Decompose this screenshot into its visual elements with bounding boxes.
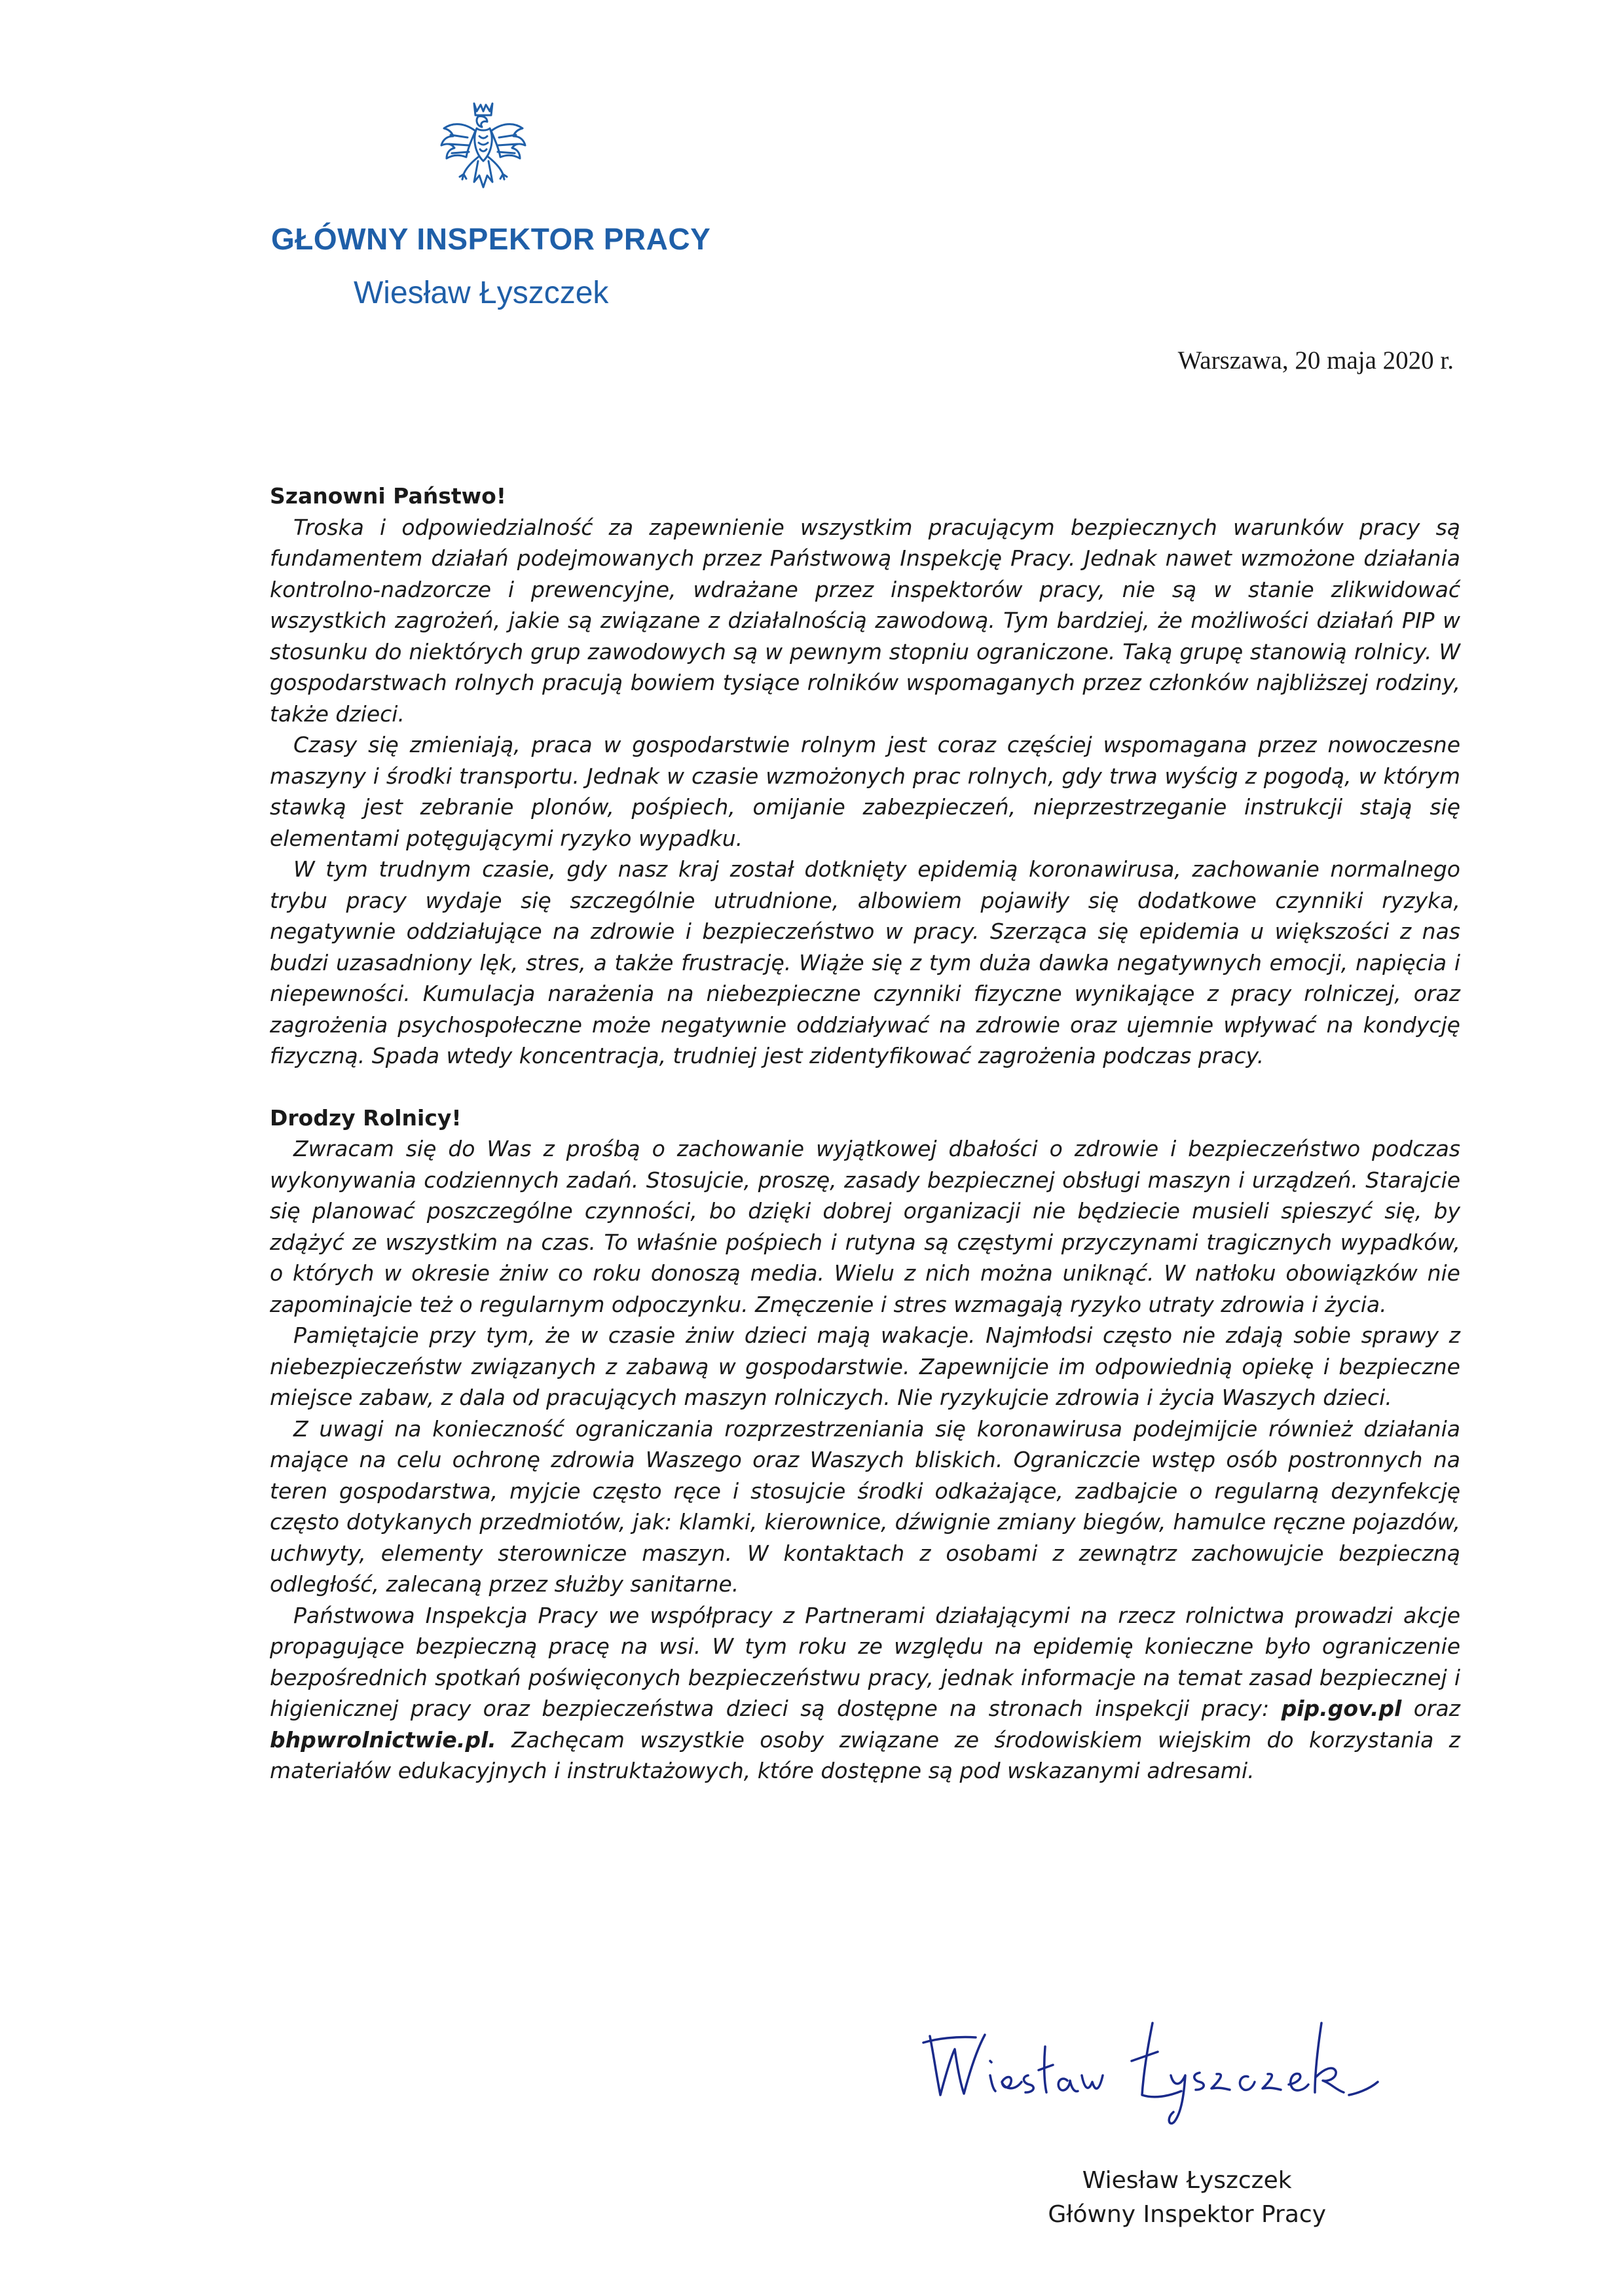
pip-link: pip.gov.pl (1281, 1696, 1402, 1721)
final-text-3: Zachęcam wszystkie osoby związane ze środowiskiem wiejskim do korzystania z materiałów edukacyjnych i instruktażowych, które dostępne są pod wskazanymi adresami. (270, 1726, 1460, 1783)
body-paragraph: Pamiętajcie przy tym, że w czasie żniw dzieci mają wakacje. Najmłodsi często nie zdają sobie sprawy z niebezpieczeństw związanych z zabawą w gospodarstwie. Zapewnijcie im odpowiednią opiekę i bezpieczne miejsce zabaw, z dala od pracujących maszyn rolniczych. Nie ryzykujcie zdrowia i życia Waszych dzieci. (270, 1322, 1460, 1410)
signer-title: Główny Inspektor Pracy (1048, 2201, 1326, 2228)
body-paragraph: Czasy się zmieniają, praca w gospodarstwie rolnym jest coraz częściej wspomagana przez nowoczesne maszyny i środki transportu. Jednak w czasie wzmożonych prac rolnych, gdy trwa wyścig z pogodą, w którym stawką jest zebranie plonów, pośpiech, omijanie zabezpieczeń, nieprzestrzeganie instrukcji stają się elementami potęgującymi ryzyko wypadku. (270, 732, 1460, 851)
letterhead-name: Wiesław Łyszczek (354, 276, 609, 310)
signer-name: Wiesław Łyszczek (1082, 2167, 1292, 2194)
polish-eagle-emblem-icon (437, 97, 529, 202)
body-paragraph: Troska i odpowiedzialność za zapewnienie wszystkim pracującym bezpiecznych warunków pracy są fundamentem działań podejmowanych przez Państwową Inspekcję Pracy. Jednak nawet wzmożone działania kontrolno-nadzorcze i prewencyjne, wdrażane przez inspektorów pracy, nie są w stanie zlikwidować wszystkich zagrożeń, jakie są związane z działalnością zawodową. Tym bardziej, że możliwości działań PIP w stosunku do niektórych grup zawodowych są w pewnym stopniu ograniczone. Taką grupę stanowią rolnicy. W gospodarstwach rolnych pracują bowiem tysiące rolników wspomaganych przez członków najbliższej rodziny, także dzieci. (270, 514, 1460, 727)
institution-title: GŁÓWNY INSPEKTOR PRACY (271, 222, 711, 256)
letter-body (270, 481, 1460, 1787)
bhp-link: bhpwrolnictwie.pl. (270, 1726, 496, 1753)
greeting-farmers: Drodzy Rolnicy! (270, 1104, 462, 1131)
body-paragraph: Zwracam się do Was z prośbą o zachowanie wyjątkowej dbałości o zdrowie i bezpieczeństwo podczas wykonywania codziennych zadań. Stosujcie, proszę, zasady bezpiecznej obsługi maszyn i urządzeń. Starajcie się planować poszczególne czynności, bo dzięki dobrej organizacji nie będziecie musieli spieszyć się, by zdążyć ze wszystkim na czas. To właśnie pośpiech i rutyna są częstymi przyczynami tragicznych wypadków, o których w okresie żniw co roku donoszą media. Wielu z nich można uniknąć. W natłoku obowiązków nie zapominajcie też o regularnym odpoczynku. Zmęczenie i stres wzmagają ryzyko utraty zdrowia i życia. (270, 1136, 1460, 1317)
final-text-2: oraz (1401, 1696, 1460, 1721)
handwritten-signature (917, 1984, 1388, 2134)
letter-date: Warszawa, 20 maja 2020 r. (1177, 346, 1454, 374)
final-text-1: Państwowa Inspekcja Pracy we współpracy z Partnerami działającymi na rzecz rolnictwa prowadzi akcje propagujące bezpieczną pracę na wsi. W tym roku ze względu na epidemię konieczne było ograniczenie bezpośrednich spotkań poświęconych bezpieczeństwu pracy, jednak informacje na temat zasad bezpiecznej i higienicznej pracy oraz bezpieczeństwa dzieci są dostępne na stronach inspekcji pracy: (270, 1602, 1460, 1721)
body-paragraph: Z uwagi na konieczność ograniczania rozprzestrzeniania się koronawirusa podejmijcie również działania mające na celu ochronę zdrowia Waszego oraz Waszych bliskich. Ograniczcie wstęp osób postronnych na teren gospodarstwa, myjcie często ręce i stosujcie środki odkażające, zadbajcie o regularną dezynfekcję często dotykanych przedmiotów, jak: klamki, kierownice, dźwignie zmiany biegów, hamulce ręczne pojazdów, uchwyty, elementy sterownicze maszyn. W kontaktach z osobami z zewnątrz zachowujcie bezpieczną odległość, zalecaną przez służby sanitarne. (270, 1415, 1460, 1597)
greeting-salutation: Szanowni Państwo! (270, 483, 506, 509)
body-paragraph: W tym trudnym czasie, gdy nasz kraj został dotknięty epidemią koronawirusa, zachowanie normalnego trybu pracy wydaje się szczególnie utrudnione, albowiem pojawiły się dodatkowe czynniki ryzyka, negatywnie oddziałujące na zdrowie i bezpieczeństwo w pracy. Szerząca się epidemia u większości z nas budzi uzasadniony lęk, stres, a także frustrację. Wiąże się z tym duża dawka negatywnych emocji, napięcia i niepewności. Kumulacja narażenia na niebezpieczne czynniki fizyczne wynikające z pracy rolniczej, oraz zagrożenia psychospołeczne może negatywnie oddziaływać na zdrowie oraz ujemnie wpływać na kondycję fizyczną. Spada wtedy koncentracja, trudniej jest zidentyfikować zagrożenia podczas pracy. (270, 856, 1460, 1068)
signer-block (1048, 2164, 1326, 2232)
final-paragraph (270, 1600, 1460, 1787)
